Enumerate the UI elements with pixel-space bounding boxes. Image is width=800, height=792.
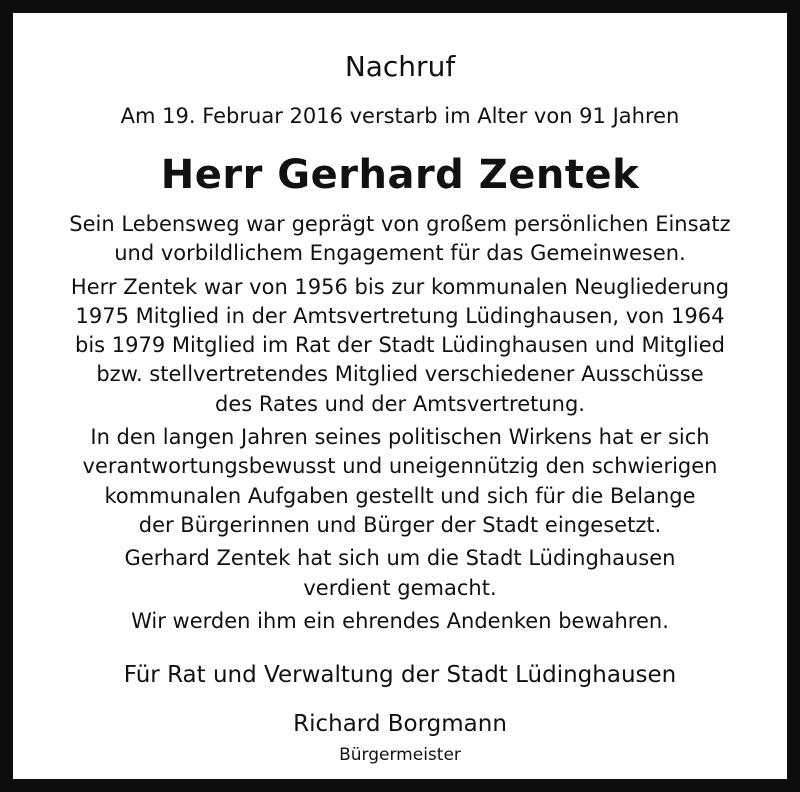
paragraph-career <box>26 273 774 419</box>
signer-name: Richard Borgmann <box>293 711 507 737</box>
text-line: Gerhard Zentek hat sich um die Stadt Lüdinghausen <box>124 546 676 571</box>
text-line: der Bürgerinnen und Bürger der Stadt eingesetzt. <box>138 512 662 537</box>
text-line: kommunalen Aufgaben gestellt und sich für die Belange <box>104 483 696 508</box>
text-line: In den langen Jahren seines politischen Wirkens hat er sich <box>90 425 710 450</box>
text-line: bis 1979 Mitglied im Rat der Stadt Lüdinghausen und Mitglied <box>75 333 725 358</box>
text-line: Wir werden ihm ein ehrendes Andenken bewahren. <box>131 608 669 633</box>
notice-content <box>26 26 774 766</box>
notice-intro: Am 19. Februar 2016 verstarb im Alter von 91 Jahren <box>120 104 680 128</box>
paragraph-merit <box>26 544 774 603</box>
paragraph-service <box>26 423 774 540</box>
notice-body <box>26 210 774 640</box>
text-line: bzw. stellvertretendes Mitglied verschiedener Ausschüsse <box>96 362 704 387</box>
notice-heading: Nachruf <box>344 50 456 83</box>
signer-title: Bürgermeister <box>339 745 461 765</box>
paragraph-engagement <box>26 210 774 269</box>
text-line: verdient gemacht. <box>303 575 497 600</box>
text-line: verantwortungsbewusst und uneigennützig den schwierigen <box>82 454 718 479</box>
text-line: und vorbildlichem Engagement für das Gemeinwesen. <box>114 241 686 266</box>
text-line: des Rates und der Amtsvertretung. <box>215 391 585 416</box>
text-line: 1975 Mitglied in der Amtsvertretung Lüdinghausen, von 1964 <box>75 303 725 328</box>
deceased-name: Herr Gerhard Zentek <box>160 152 640 198</box>
signature-organization: Für Rat und Verwaltung der Stadt Lüdinghausen <box>123 662 677 688</box>
text-line: Sein Lebensweg war geprägt von großem persönlichen Einsatz <box>69 212 731 236</box>
text-line: Herr Zentek war von 1956 bis zur kommunalen Neugliederung <box>70 274 730 299</box>
paragraph-remembrance <box>26 607 774 636</box>
